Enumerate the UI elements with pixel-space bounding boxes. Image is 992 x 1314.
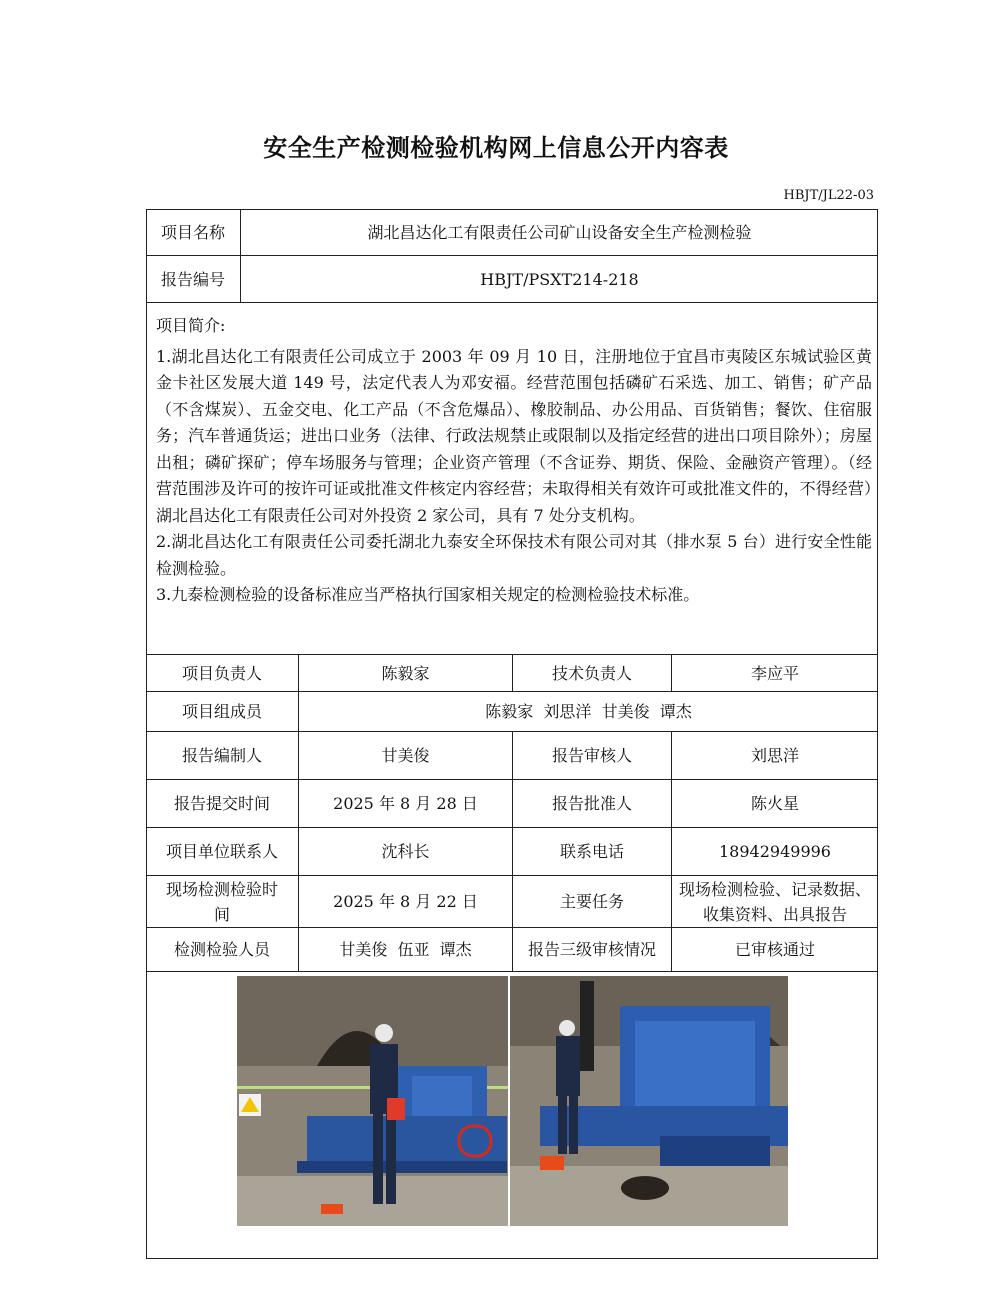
page-title: 安全生产检测检验机构网上信息公开内容表 [263, 133, 729, 162]
task-value: 现场检测检验、记录数据、收集资料、出具报告 [678, 879, 871, 924]
site-time-value: 2025 年 8 月 22 日 [333, 892, 478, 911]
site-photo-1 [237, 976, 508, 1226]
reviewer-value: 刘思洋 [750, 746, 799, 765]
form-code: HBJT/JL22-03 [783, 188, 874, 203]
project-name-value: 湖北昌达化工有限责任公司矿山设备安全生产检测检验 [367, 222, 752, 242]
tech-leader-value: 李应平 [750, 663, 799, 683]
approver-label: 报告批准人 [551, 794, 632, 813]
compiler-label: 报告编制人 [181, 746, 262, 765]
site-time-label: 现场检测检验时间 [165, 879, 278, 924]
submit-time-label: 报告提交时间 [173, 794, 270, 813]
intro-paragraph-1: 1.湖北昌达化工有限责任公司成立于 2003 年 09 月 10 日，注册地位于宜昌市夷陵区东城试验区黄金卡社区发展大道 149 号，法定代表人为邓安福。经营范围包括磷矿石采选、加工、销售；矿产品（不含煤炭）、五金交电、化工产品（不含危爆品）、橡胶制品、办公用品、百货销售；餐饮、住宿服务；汽车普通货运；进出口业务（法律、行政法规禁止或限制以及指定经营的进出口项目除外）；房屋出租；磷矿探矿；停车场服务与管理；企业资产管理（不含证券、期货、保险、金融资产管理）。（经营范围涉及许可的按许可证或批准文件核定内容经营；未取得相关有效许可或批准文件的，不得经营）湖北昌达化工有限责任公司对外投资 2 家公司，具有 7 处分支机构。 [156, 346, 872, 525]
members-value: 陈毅家 刘思洋 甘美俊 谭杰 [485, 702, 692, 721]
phone-label: 联系电话 [559, 842, 624, 861]
leader-label: 项目负责人 [181, 663, 262, 683]
site-photo-2 [510, 976, 788, 1226]
review-status-value: 已审核通过 [734, 940, 815, 959]
review-status-label: 报告三级审核情况 [527, 940, 656, 959]
reviewer-label: 报告审核人 [551, 746, 632, 765]
tech-leader-label: 技术负责人 [551, 663, 632, 683]
inspectors-label: 检测检验人员 [173, 940, 270, 959]
project-name-label: 项目名称 [160, 222, 225, 242]
intro-heading: 项目简介: [156, 316, 226, 335]
intro-paragraph-3: 3.九泰检测检验的设备标准应当严格执行国家相关规定的检测检验技术标准。 [156, 585, 700, 604]
task-label: 主要任务 [559, 892, 624, 911]
leader-value: 陈毅家 [381, 663, 430, 683]
inspectors-value: 甘美俊 伍亚 谭杰 [339, 940, 472, 959]
phone-value: 18942949996 [719, 842, 831, 861]
submit-time-value: 2025 年 8 月 28 日 [333, 794, 478, 813]
project-intro [156, 313, 872, 609]
members-label: 项目组成员 [181, 702, 262, 721]
row-divider [146, 302, 878, 303]
report-number-label: 报告编号 [160, 269, 225, 289]
contact-value: 沈科长 [381, 842, 430, 861]
intro-paragraph-2: 2.湖北昌达化工有限责任公司委托湖北九泰安全环保技术有限公司对其（排水泵 5 台）进行安全性能检测检验。 [156, 532, 872, 578]
approver-value: 陈火星 [750, 794, 799, 813]
report-number-value: HBJT/PSXT214-218 [480, 269, 639, 289]
compiler-value: 甘美俊 [381, 746, 430, 765]
contact-label: 项目单位联系人 [165, 842, 278, 861]
